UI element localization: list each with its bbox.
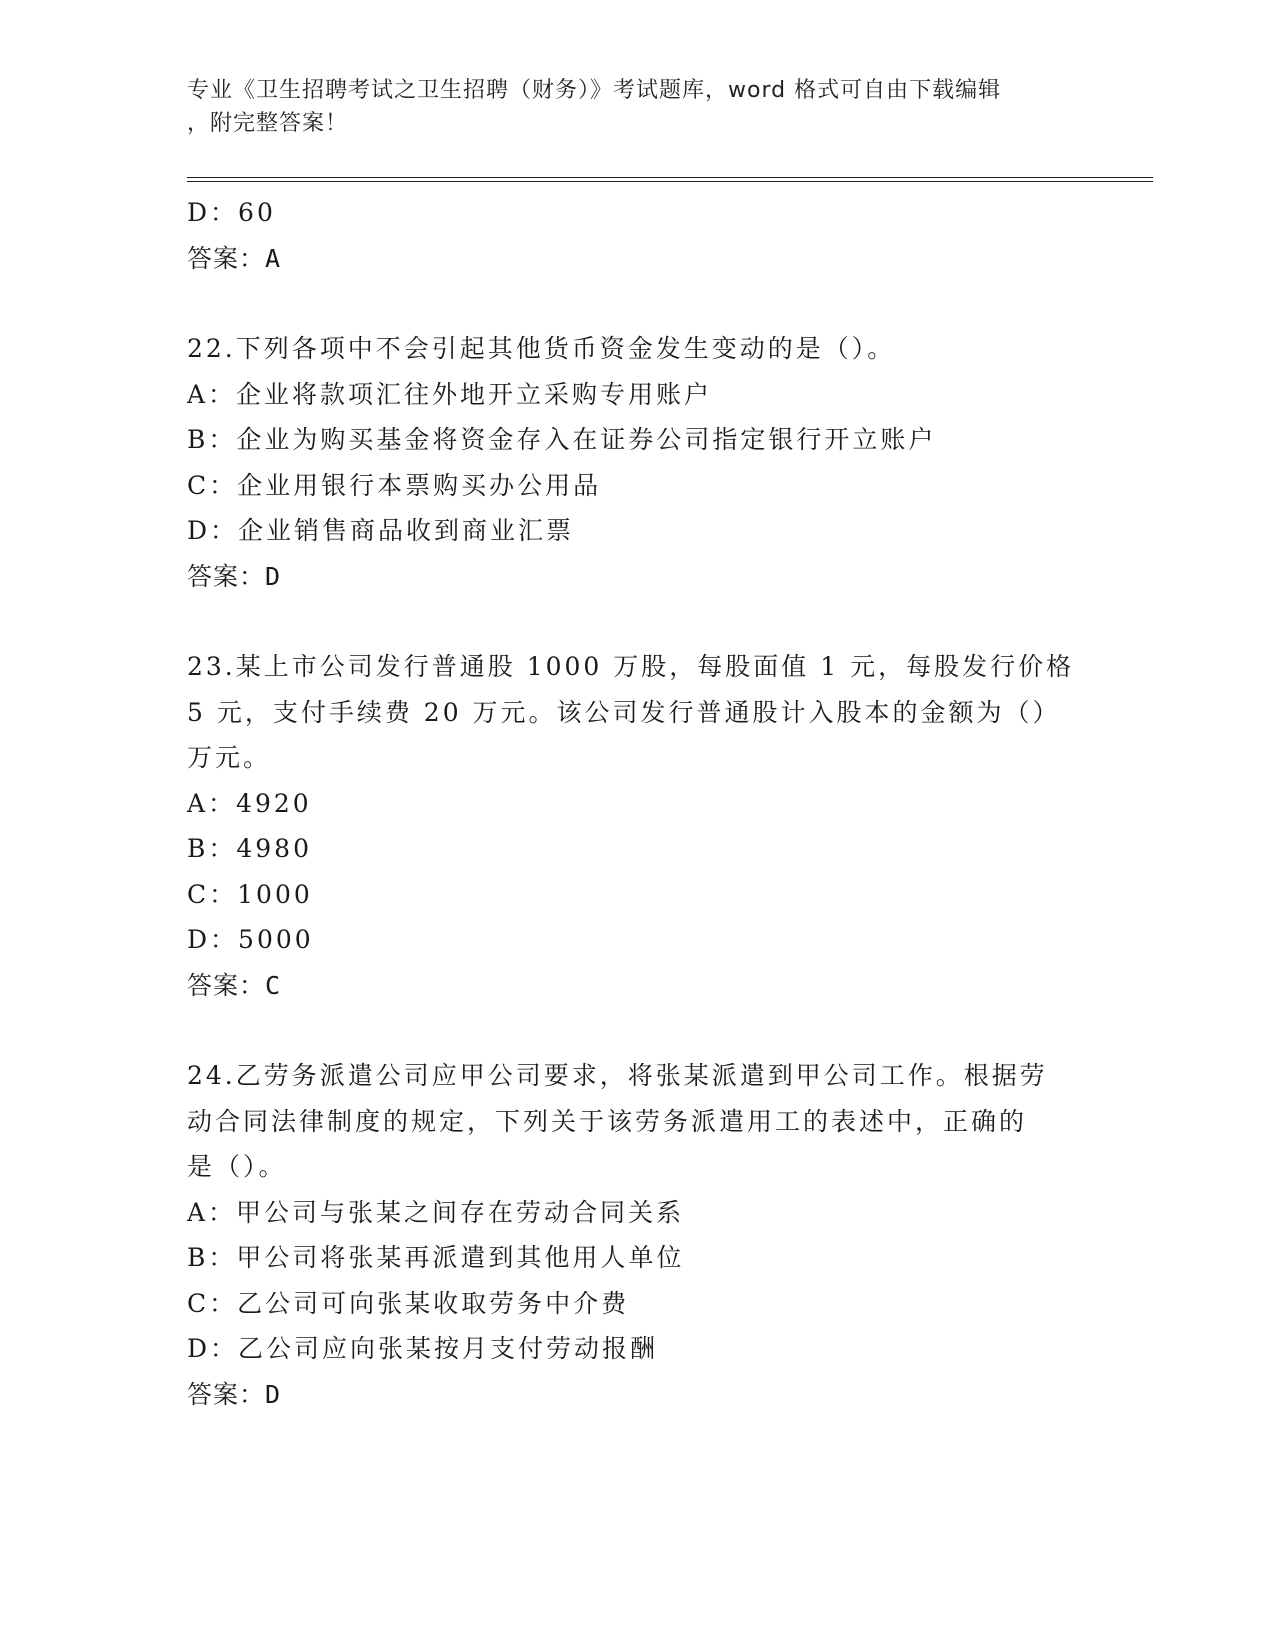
answer (187, 1372, 1087, 1418)
answer-value: D (265, 1379, 282, 1409)
question-22 (187, 326, 1087, 599)
answer-value: C (265, 970, 282, 1000)
option-a: A：甲公司与张某之间存在劳动合同关系 (187, 1197, 685, 1227)
answer-label: 答案： (187, 1379, 266, 1409)
question-text-line-2: 5 元，支付手续费 20 万元。该公司发行普通股计入股本的金额为（） (187, 697, 1061, 727)
option-c: C：1000 (187, 879, 313, 909)
option-b: B：甲公司将张某再派遣到其他用人单位 (187, 1243, 685, 1272)
option-a: A：4920 (187, 788, 312, 818)
question-content (187, 190, 1087, 1417)
header-line-2: ，附完整答案！ (187, 111, 349, 136)
page-header (187, 74, 1067, 140)
answer-label: 答案： (187, 561, 266, 591)
prev-option-d: D：60 (187, 198, 276, 227)
option-d: D：乙公司应向张某按月支付劳动报酬 (187, 1334, 659, 1363)
question-text-line-2: 动合同法律制度的规定，下列关于该劳务派遣用工的表述中，正确的 (187, 1106, 1028, 1136)
option-c: C：企业用银行本票购买办公用品 (187, 470, 602, 500)
header-rule-top (187, 177, 1153, 178)
answer-label: 答案： (187, 243, 266, 273)
spacer (187, 281, 1087, 326)
header-rule-bottom (187, 181, 1153, 182)
answer-value: A (265, 243, 282, 273)
spacer (187, 599, 1087, 644)
question-24 (187, 1053, 1087, 1417)
question-text: 22.下列各项中不会引起其他货币资金发生变动的是（）。 (187, 334, 896, 363)
option-d: D：企业销售商品收到商业汇票 (187, 516, 575, 545)
answer (187, 554, 1087, 600)
answer (187, 963, 1087, 1009)
header-line-1: 专业《卫生招聘考试之卫生招聘（财务）》考试题库，word 格式可自由下载编辑 (187, 78, 1002, 103)
spacer (187, 1008, 1087, 1053)
question-text-line-1: 24.乙劳务派遣公司应甲公司要求，将张某派遣到甲公司工作。根据劳 (187, 1061, 1048, 1090)
question-text-line-1: 23.某上市公司发行普通股 1000 万股，每股面值 1 元，每股发行价格 (187, 652, 1075, 681)
option-c: C：乙公司可向张某收取劳务中介费 (187, 1288, 630, 1318)
question-text-line-3: 是（）。 (187, 1152, 287, 1181)
question-23 (187, 644, 1087, 1008)
answer-label: 答案： (187, 970, 266, 1000)
option-b: B：4980 (187, 834, 312, 863)
option-d: D：5000 (187, 925, 314, 954)
answer-value: D (265, 561, 282, 591)
question-text-line-3: 万元。 (187, 743, 272, 772)
option-b: B：企业为购买基金将资金存入在证券公司指定银行开立账户 (187, 425, 937, 454)
prev-answer (187, 236, 1087, 282)
option-a: A：企业将款项汇往外地开立采购专用账户 (187, 379, 713, 409)
